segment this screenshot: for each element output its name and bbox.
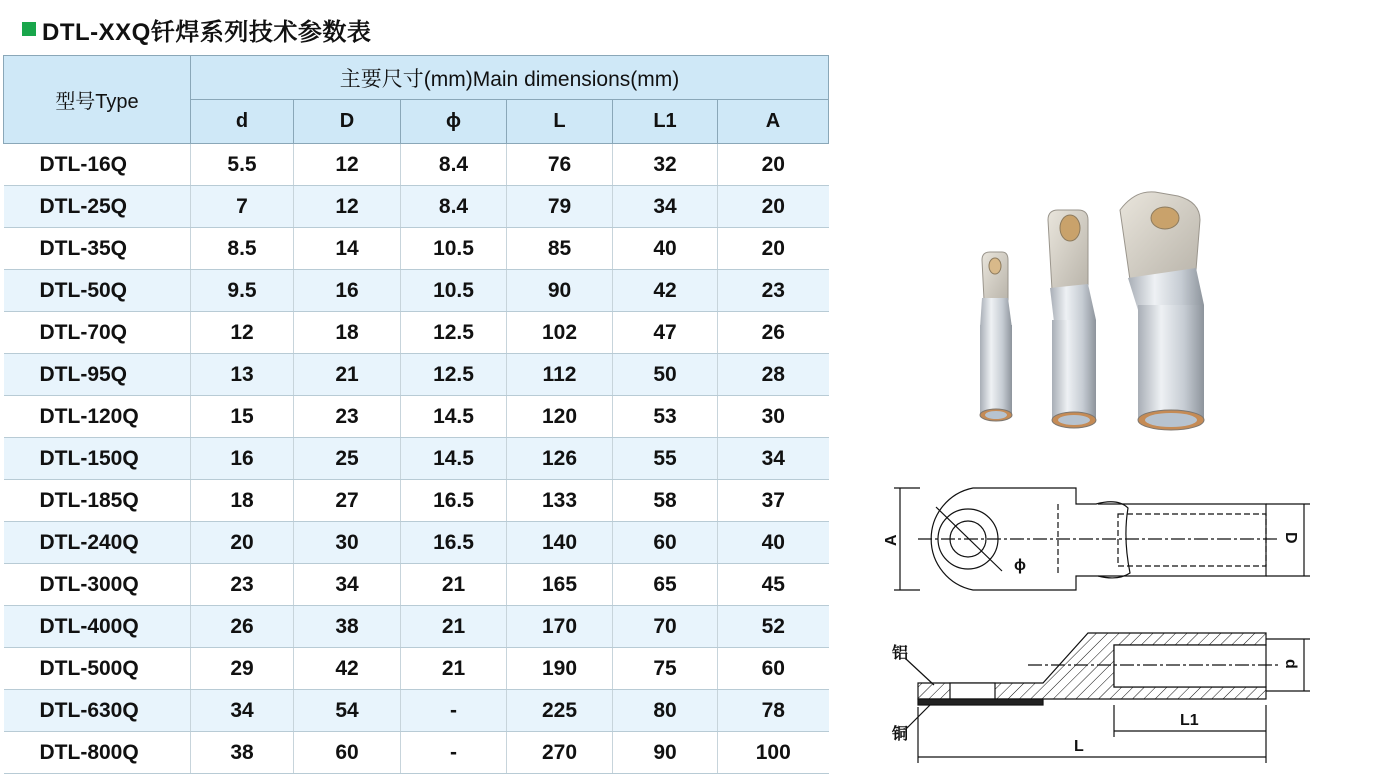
value-cell: 270 bbox=[507, 732, 613, 774]
table-row bbox=[4, 354, 829, 396]
value-cell: 60 bbox=[613, 522, 718, 564]
value-cell: 23 bbox=[718, 270, 829, 312]
value-cell: 29 bbox=[191, 648, 294, 690]
model-cell: DTL-400Q bbox=[4, 606, 191, 648]
value-cell: 18 bbox=[294, 312, 401, 354]
value-cell: 78 bbox=[718, 690, 829, 732]
table-row bbox=[4, 732, 829, 774]
value-cell: 42 bbox=[613, 270, 718, 312]
page-title-block bbox=[22, 12, 371, 46]
label-copper: 铜 bbox=[892, 726, 909, 743]
value-cell: 140 bbox=[507, 522, 613, 564]
table-row bbox=[4, 690, 829, 732]
value-cell: 26 bbox=[191, 606, 294, 648]
value-cell: 42 bbox=[294, 648, 401, 690]
value-cell: 52 bbox=[718, 606, 829, 648]
value-cell: 40 bbox=[613, 228, 718, 270]
value-cell: 133 bbox=[507, 480, 613, 522]
value-cell: 12 bbox=[294, 144, 401, 186]
value-cell: 170 bbox=[507, 606, 613, 648]
value-cell: 85 bbox=[507, 228, 613, 270]
value-cell: 12 bbox=[294, 186, 401, 228]
type-header: 型号Type bbox=[4, 56, 191, 144]
value-cell: 10.5 bbox=[401, 228, 507, 270]
model-cell: DTL-500Q bbox=[4, 648, 191, 690]
value-cell: 26 bbox=[718, 312, 829, 354]
value-cell: 8.4 bbox=[401, 186, 507, 228]
value-cell: 34 bbox=[294, 564, 401, 606]
model-cell: DTL-240Q bbox=[4, 522, 191, 564]
value-cell: 90 bbox=[507, 270, 613, 312]
value-cell: 13 bbox=[191, 354, 294, 396]
value-cell: 20 bbox=[718, 228, 829, 270]
table-row bbox=[4, 480, 829, 522]
value-cell: 53 bbox=[613, 396, 718, 438]
value-cell: 79 bbox=[507, 186, 613, 228]
column-header: L bbox=[507, 100, 613, 144]
model-cell: DTL-35Q bbox=[4, 228, 191, 270]
value-cell: 34 bbox=[718, 438, 829, 480]
value-cell: 20 bbox=[191, 522, 294, 564]
value-cell: 40 bbox=[718, 522, 829, 564]
value-cell: 165 bbox=[507, 564, 613, 606]
table-row bbox=[4, 648, 829, 690]
column-header: A bbox=[718, 100, 829, 144]
value-cell: 80 bbox=[613, 690, 718, 732]
value-cell: - bbox=[401, 690, 507, 732]
value-cell: 15 bbox=[191, 396, 294, 438]
value-cell: 21 bbox=[401, 648, 507, 690]
value-cell: 10.5 bbox=[401, 270, 507, 312]
value-cell: 58 bbox=[613, 480, 718, 522]
model-cell: DTL-120Q bbox=[4, 396, 191, 438]
value-cell: 102 bbox=[507, 312, 613, 354]
value-cell: 112 bbox=[507, 354, 613, 396]
value-cell: 25 bbox=[294, 438, 401, 480]
model-cell: DTL-95Q bbox=[4, 354, 191, 396]
value-cell: 50 bbox=[613, 354, 718, 396]
label-small-d: d bbox=[1282, 659, 1299, 669]
label-big-d: D bbox=[1282, 532, 1299, 544]
value-cell: 28 bbox=[718, 354, 829, 396]
value-cell: 34 bbox=[613, 186, 718, 228]
column-header: L1 bbox=[613, 100, 718, 144]
value-cell: 21 bbox=[401, 606, 507, 648]
label-l1: L1 bbox=[1180, 712, 1199, 729]
column-header: ϕ bbox=[401, 100, 507, 144]
value-cell: 47 bbox=[613, 312, 718, 354]
value-cell: 70 bbox=[613, 606, 718, 648]
value-cell: 16 bbox=[191, 438, 294, 480]
value-cell: 120 bbox=[507, 396, 613, 438]
value-cell: 23 bbox=[191, 564, 294, 606]
table-row bbox=[4, 564, 829, 606]
value-cell: 60 bbox=[718, 648, 829, 690]
value-cell: 27 bbox=[294, 480, 401, 522]
value-cell: 126 bbox=[507, 438, 613, 480]
value-cell: 23 bbox=[294, 396, 401, 438]
value-cell: 32 bbox=[613, 144, 718, 186]
model-cell: DTL-800Q bbox=[4, 732, 191, 774]
value-cell: 12.5 bbox=[401, 312, 507, 354]
table-row bbox=[4, 396, 829, 438]
model-cell: DTL-300Q bbox=[4, 564, 191, 606]
model-cell: DTL-630Q bbox=[4, 690, 191, 732]
dimensions-group-header: 主要尺寸(mm)Main dimensions(mm) bbox=[191, 56, 829, 100]
model-cell: DTL-150Q bbox=[4, 438, 191, 480]
value-cell: 100 bbox=[718, 732, 829, 774]
value-cell: 65 bbox=[613, 564, 718, 606]
value-cell: 45 bbox=[718, 564, 829, 606]
table-row bbox=[4, 144, 829, 186]
column-header: D bbox=[294, 100, 401, 144]
value-cell: 30 bbox=[718, 396, 829, 438]
value-cell: 76 bbox=[507, 144, 613, 186]
table-row bbox=[4, 522, 829, 564]
table-row bbox=[4, 186, 829, 228]
value-cell: 18 bbox=[191, 480, 294, 522]
value-cell: 16.5 bbox=[401, 522, 507, 564]
value-cell: 9.5 bbox=[191, 270, 294, 312]
value-cell: 7 bbox=[191, 186, 294, 228]
value-cell: 20 bbox=[718, 186, 829, 228]
value-cell: 5.5 bbox=[191, 144, 294, 186]
spec-table bbox=[3, 55, 829, 774]
value-cell: 12.5 bbox=[401, 354, 507, 396]
value-cell: 75 bbox=[613, 648, 718, 690]
model-cell: DTL-70Q bbox=[4, 312, 191, 354]
table-row bbox=[4, 228, 829, 270]
value-cell: 14.5 bbox=[401, 396, 507, 438]
value-cell: 20 bbox=[718, 144, 829, 186]
table-row bbox=[4, 438, 829, 480]
value-cell: 8.4 bbox=[401, 144, 507, 186]
value-cell: 225 bbox=[507, 690, 613, 732]
value-cell: 14.5 bbox=[401, 438, 507, 480]
value-cell: 8.5 bbox=[191, 228, 294, 270]
value-cell: - bbox=[401, 732, 507, 774]
column-header: d bbox=[191, 100, 294, 144]
table-row bbox=[4, 270, 829, 312]
model-cell: DTL-50Q bbox=[4, 270, 191, 312]
table-row bbox=[4, 606, 829, 648]
value-cell: 60 bbox=[294, 732, 401, 774]
model-cell: DTL-16Q bbox=[4, 144, 191, 186]
value-cell: 12 bbox=[191, 312, 294, 354]
green-square-icon bbox=[22, 22, 36, 36]
label-aluminum: 铝 bbox=[892, 645, 909, 662]
top-view-drawing bbox=[878, 478, 1318, 613]
page-title: DTL-XXQ钎焊系列技术参数表 bbox=[42, 18, 372, 46]
value-cell: 34 bbox=[191, 690, 294, 732]
value-cell: 54 bbox=[294, 690, 401, 732]
value-cell: 37 bbox=[718, 480, 829, 522]
value-cell: 90 bbox=[613, 732, 718, 774]
value-cell: 16 bbox=[294, 270, 401, 312]
label-phi: ϕ bbox=[1014, 557, 1026, 574]
value-cell: 38 bbox=[294, 606, 401, 648]
model-cell: DTL-185Q bbox=[4, 480, 191, 522]
model-cell: DTL-25Q bbox=[4, 186, 191, 228]
value-cell: 14 bbox=[294, 228, 401, 270]
value-cell: 55 bbox=[613, 438, 718, 480]
value-cell: 30 bbox=[294, 522, 401, 564]
value-cell: 21 bbox=[401, 564, 507, 606]
label-a: A bbox=[883, 534, 900, 546]
value-cell: 21 bbox=[294, 354, 401, 396]
value-cell: 16.5 bbox=[401, 480, 507, 522]
product-photo bbox=[960, 180, 1210, 440]
value-cell: 190 bbox=[507, 648, 613, 690]
section-view-drawing bbox=[878, 625, 1318, 770]
table-row bbox=[4, 312, 829, 354]
label-l: L bbox=[1074, 738, 1084, 755]
value-cell: 38 bbox=[191, 732, 294, 774]
